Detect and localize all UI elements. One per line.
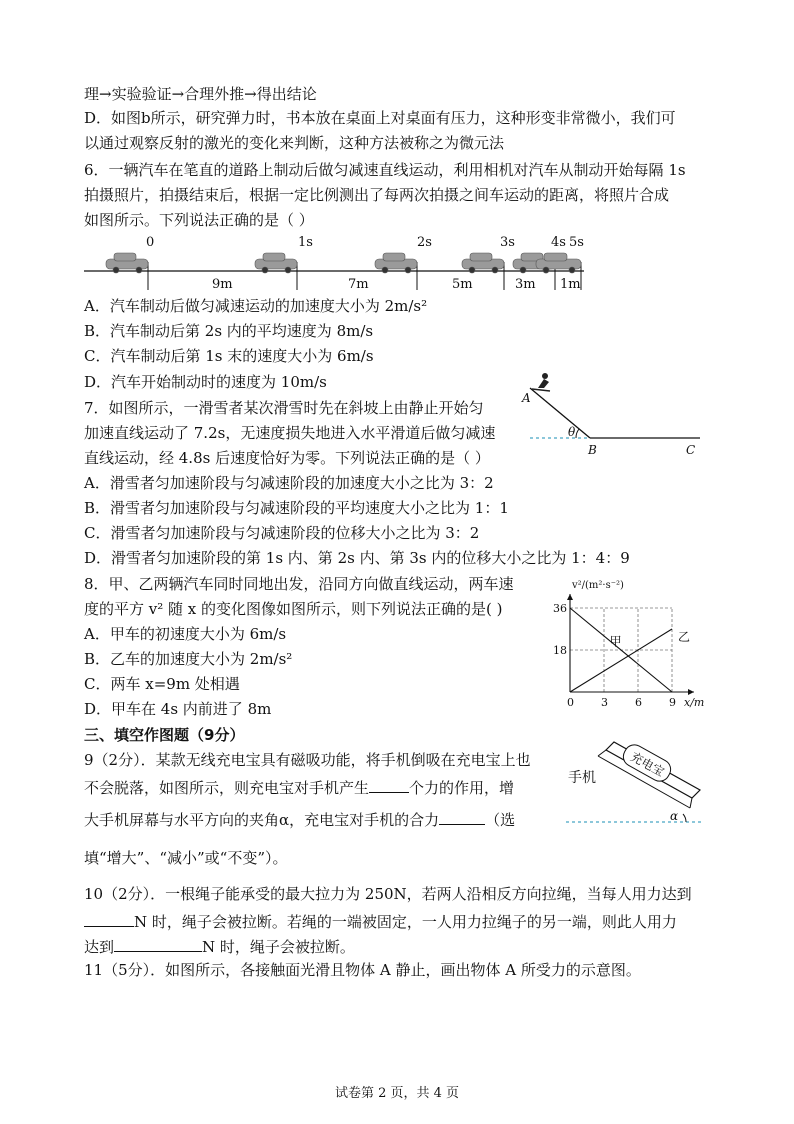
angle-label: θ: [568, 425, 576, 439]
x-tick-label: 6: [635, 696, 642, 709]
time-label: 3s: [500, 235, 515, 250]
q7-option-d: D．滑雪者匀加速阶段的第 1s 内、第 2s 内、第 3s 内的位移大小之比为 1：4：9: [84, 549, 630, 567]
q10-text: N 时，绳子会被拉断。若绳的一端被固定，一人用力拉绳子的另一端，则此人用力: [134, 913, 677, 931]
x-tick-label: 9: [669, 696, 676, 709]
series-label: 乙: [678, 630, 691, 644]
q7-stem: 直线运动，经 4.8s 后速度恰好为零。下列说法正确的是（ ）: [84, 449, 490, 467]
q10-text: 达到: [84, 938, 115, 956]
distance-label: 5m: [452, 277, 473, 292]
q9-text: （选: [485, 811, 516, 829]
q7-option-c: C．滑雪者匀加速阶段与匀减速阶段的位移大小之比为 3：2: [84, 524, 480, 542]
q9-stem: [84, 776, 514, 798]
y-tick-label: 18: [553, 644, 567, 657]
q8-stem: 8．甲、乙两辆汽车同时同地出发，沿同方向做直线运动，两车速: [84, 575, 514, 593]
x-axis-arrow: [688, 689, 694, 695]
y-axis-label: v²/(m²·s⁻²): [572, 580, 624, 591]
distance-label: 3m: [515, 277, 536, 292]
q9-stem: [84, 808, 515, 830]
q6-stem: 6．一辆汽车在笔直的道路上制动后做匀减速直线运动，利用相机对汽车从制动开始每隔 1s: [84, 161, 686, 179]
q6-option-c: C．汽车制动后第 1s 末的速度大小为 6m/s: [84, 347, 374, 365]
q7-slope-figure: [500, 370, 715, 460]
time-label: 4s: [551, 235, 566, 250]
q9-text: 个力的作用，增: [409, 779, 515, 797]
car-icon: [106, 253, 148, 273]
q7-option-b: B．滑雪者匀加速阶段与匀减速阶段的平均速度大小之比为 1：1: [84, 499, 509, 517]
q9-blank-2[interactable]: [439, 808, 485, 825]
q9-stem: 9（2分）．某款无线充电宝具有磁吸功能，将手机倒吸在充电宝上也: [84, 751, 531, 769]
text-line: 以通过观察反射的激光的变化来判断，这种方法被称之为微元法: [84, 134, 505, 152]
q6-stem: 如图所示。下列说法正确的是（ ）: [84, 211, 314, 229]
q9-text: 不会脱落，如图所示，则充电宝对手机产生: [84, 779, 370, 797]
alpha-label: α: [670, 809, 679, 823]
charger-label: 充电宝: [628, 749, 667, 780]
car-icon: [375, 253, 417, 273]
time-label: 1s: [298, 235, 313, 250]
series-label: 甲: [609, 634, 622, 649]
car-icon: [255, 253, 297, 273]
y-tick-label: 36: [553, 602, 567, 615]
q8-v2-x-chart: [546, 576, 721, 714]
phone-label: 手机: [568, 770, 596, 786]
q6-stem: 拍摄照片，拍摄结束后，根据一定比例测出了每两次拍摄之间车运动的距离，将照片合成: [84, 186, 670, 204]
q10-stem: [84, 910, 677, 932]
q8-option-a: A．甲车的初速度大小为 6m/s: [84, 625, 287, 643]
q10-stem: [84, 935, 355, 957]
distance-label: 7m: [348, 277, 369, 292]
page-footer: 试卷第 2 页，共 4 页: [334, 1086, 460, 1101]
section-3-heading: 三、填空作图题（9分）: [84, 726, 245, 744]
x-tick-label: 0: [567, 696, 574, 709]
q6-option-a: A．汽车制动后做匀减速运动的加速度大小为 2m/s²: [84, 297, 428, 315]
q9-stem: 填“增大”、“减小”或“不变”）。: [84, 849, 288, 867]
q6-option-d: D．汽车开始制动时的速度为 10m/s: [84, 373, 327, 391]
q10-blank-1[interactable]: [84, 910, 134, 927]
q7-stem: 加速直线运动了 7.2s，无速度损失地进入水平滑道后做匀减速: [84, 424, 496, 442]
q10-stem: 10（2分）．一根绳子能承受的最大拉力为 250N，若两人沿相反方向拉绳，当每人用力达到: [84, 885, 692, 903]
q8-option-c: C．两车 x=9m 处相遇: [84, 675, 240, 693]
q9-charger-figure: [562, 740, 712, 830]
time-label: 5s: [569, 235, 584, 250]
q11-stem: 11（5分）．如图所示，各接触面光滑且物体 A 静止，画出物体 A 所受力的示意图。: [84, 961, 641, 979]
q6-car-figure: [84, 232, 594, 294]
q7-stem: 7．如图所示，一滑雪者某次滑雪时先在斜坡上由静止开始匀: [84, 399, 484, 417]
q9-blank-1[interactable]: [369, 776, 409, 793]
car-icon: [462, 253, 504, 273]
text-line: 理→实验验证→合理外推→得出结论: [84, 85, 317, 103]
point-c-label: C: [686, 443, 696, 457]
option-d-text: D．如图b所示，研究弹力时，书本放在桌面上对桌面有压力，这种形变非常微小，我们可: [84, 109, 676, 127]
q8-option-b: B．乙车的加速度大小为 2m/s²: [84, 650, 293, 668]
y-axis-arrow: [567, 594, 573, 600]
skier-icon: [532, 373, 550, 391]
point-b-label: B: [588, 443, 597, 457]
q10-text: N 时，绳子会被拉断。: [202, 938, 355, 956]
time-label: 0: [146, 235, 155, 250]
time-label: 2s: [417, 235, 432, 250]
q8-stem: 度的平方 v² 随 x 的变化图像如图所示，则下列说法正确的是( ): [84, 600, 503, 618]
q10-blank-2[interactable]: [114, 935, 202, 952]
x-axis-label: x/m: [684, 696, 705, 709]
distance-label: 9m: [212, 277, 233, 292]
q8-option-d: D．甲车在 4s 内前进了 8m: [84, 700, 272, 718]
q7-option-a: A．滑雪者匀加速阶段与匀减速阶段的加速度大小之比为 3：2: [84, 474, 494, 492]
x-tick-label: 3: [601, 696, 608, 709]
distance-label: 1m: [560, 277, 581, 292]
point-a-label: A: [522, 391, 531, 405]
q6-option-b: B．汽车制动后第 2s 内的平均速度为 8m/s: [84, 322, 374, 340]
q9-text: 大手机屏幕与水平方向的夹角α，充电宝对手机的合力: [84, 811, 440, 829]
